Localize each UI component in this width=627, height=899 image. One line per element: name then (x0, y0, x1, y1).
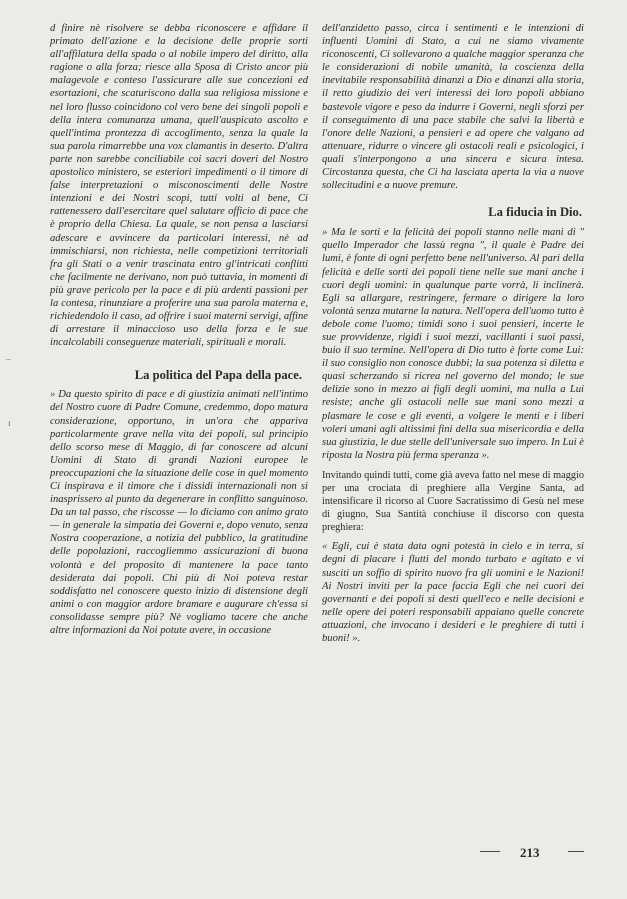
section-heading-fiducia: La fiducia in Dio. (488, 205, 582, 220)
right-column (322, 22, 584, 645)
page-number-dash (480, 851, 500, 852)
right-paragraph-narrative: Invitando quindi tutti, come già aveva fatto nel mese di maggio per una crociata di preghiere alla Vergine Santa, ad intensificare il ricorso al Cuore Sacratissimo di Gesù nel mese di giugno, Sua Santità conchiuse il discorso con questa preghiera: (322, 469, 584, 534)
left-column (50, 22, 308, 637)
section-heading-politica: La politica del Papa della pace. (134, 368, 302, 383)
left-paragraph-quote: » Da questo spirito di pace e di giustizia animati nell'intimo del Nostro cuore di Padre Comune, credemmo, dopo matura considerazione, opportuno, in un'ora che appariva particolarmente grave nella vita dei popoli, sul principio dello scorso mese di Maggio, di far conoscere ad alcuni Uomini di Stato di grandi Nazioni europee le preoccupazioni che la situazione delle cose in quel momento Ci inspirava e il timore che i dissidi internazionali non si inasprissero al punto da degenerare in conflitto sanguinoso. Da un tal passo, che riscosse — lo diciamo con animo grato — in generale la simpatia dei Governi e, dopo venuto, senza Nostra cooperazione, a notizia del pubblico, la gratitudine delle popolazioni, raccogliemmo assicurazioni di buona volontà e del proposito di mantenere la pace tanto desiderata dai popoli. Chi più di Noi poteva restar soddisfatto nel conoscere questo inizio di distensione degli animi o con maggior ardore bramare e augurare ch'essa si consolidasse sempre più? Nè vogliamo tacere che anche altre informazioni da Noi potute avere, in occasione (50, 389, 308, 637)
right-paragraph-continuation: dell'anzidetto passo, circa i sentimenti e le intenzioni di influenti Uomini di Stato, a cui ne siamo vivamente riconoscenti, Ci sollevarono a qualche maggior speranza che le considerazioni di nobile umanità, la coscienza della inevitabile responsabilità dinanzi a Dio e dinanzi alla storia, il retto giudizio dei veri interessi dei loro popoli abbiano bastevole vigore e peso da indurre i Governi, negli sforzi per il conseguimento di una pace stabile che salvi la libertà e l'onore delle Nazioni, a pensieri e ad opere che valgano ad attenuare, ridurre o vincere gli ostacoli reali e psicologici, i quali s'interpongono a una sincera e sicura intesa. Circostanza questa, che Ci ha lasciata aperta la via a nuove sollecitudini e a nuove premure. (322, 23, 584, 192)
margin-mark: ı (8, 418, 11, 428)
right-paragraph-quote: » Ma le sorti e la felicità dei popoli stanno nelle mani di " quello Imperador che lassù regna ", il quale è Padre dei lumi, è fonte di ogni perfetto bene nell'universo. Al pari della felicità e delle sorti dei popoli tiene nelle sue mani anche i cuori degli uomini: in qualunque parte vorrà, li inclinerà. Egli sa allargare, restringere, fermare o dirigere la loro volontà senza mutarne la natura. Nell'opera dell'uomo tutto è debole come l'uomo; timidi sono i suoi pensieri, incerte le sue provvidenze, rigidi i suoi mezzi, vacillanti i suoi passi, buio il suo termine. Nell'opera di Dio tutto è forte come Lui: il suo consiglio non conosce dubbi; la sua potenza si diletta e quasi scherzando si ricrea nel governo del mondo; le sue delizie sono in mezzo ai figli degli uomini, ma nulla a Lui resiste; anche gli ostacoli nelle sue mani sono mezzi a plasmare le cose e gli eventi, a volgere le menti e i liberi voleri umani agli altissimi fini della sua misericordia e della sua giustizia, le due stelle dell'universale suo impero. In Lui è riposta la Nostra più ferma speranza ». (322, 227, 584, 461)
margin-mark: – (6, 354, 11, 364)
left-paragraph-continuation: d finire nè risolvere se debba riconoscere e affidare il primato dell'azione e la decisione delle proprie sorti all'affilatura della spada o al nobile impero del diritto, alla ragione o alla forza; riesce alla Sposa di Cristo ancor più malagevole e conteso l'assicurare alle sue concezioni ed esortazioni, che scaturiscono dalla sua religiosa missione e nel loro flusso coincidono col vero bene dei singoli popoli e della intera comunanza umana, quell'auspicato ascolto e quell'intima prontezza di accoglimento, senza la quale la sua parola rimarrebbe una vox clamantis in deserto. D'altra parte non sarebbe conciliabile coi sacri doveri del Nostro apostolico ministero, se esteriori impedimenti o il timore di false interpretazioni o misconoscimenti delle Nostre intenzioni e dei Nostri scopi, tutti volti al bene, Ci rattenessero dall'esercitare quel salutare officio di pace che è proprio della Chiesa. La quale, se non pensa a lasciarsi adescare e avvincere da particolari interessi, nè ad immischiarsi, non richiesta, nelle competizioni territoriali fra gli Stati o a venir trascinata entro gl'intricati conflitti che facilmente ne derivano, non può tuttavia, in momenti di più grave pericolo per la pace e di più ardenti passioni per la contesa, rinunziare a proferire una sua parola materna e, richiedendolo il caso, ad offrire i suoi materni servigi, affine di arrestare il minaccioso uso della forza e le sue incalcolabili conseguenze materiali, spirituali e morali. (50, 23, 308, 349)
page-number-dash (568, 851, 584, 852)
page-number: 213 (520, 845, 540, 860)
right-paragraph-prayer: « Egli, cui è stata data ogni potestà in cielo e in terra, si degni di placare i flutti del mondo turbato e agitato e vi susciti un soffio di spirito nuovo fra gli uomini e le Nazioni! Ai Nostri inviti per la pace faccia Egli che nei cuori dei governanti e dei popoli si desti quell'eco e nelle decisioni e nelle opere dei poteri responsabili appaiano quelle concrete attuazioni, che invocano i desideri e le preghiere di tutti i buoni! ». (322, 541, 584, 645)
